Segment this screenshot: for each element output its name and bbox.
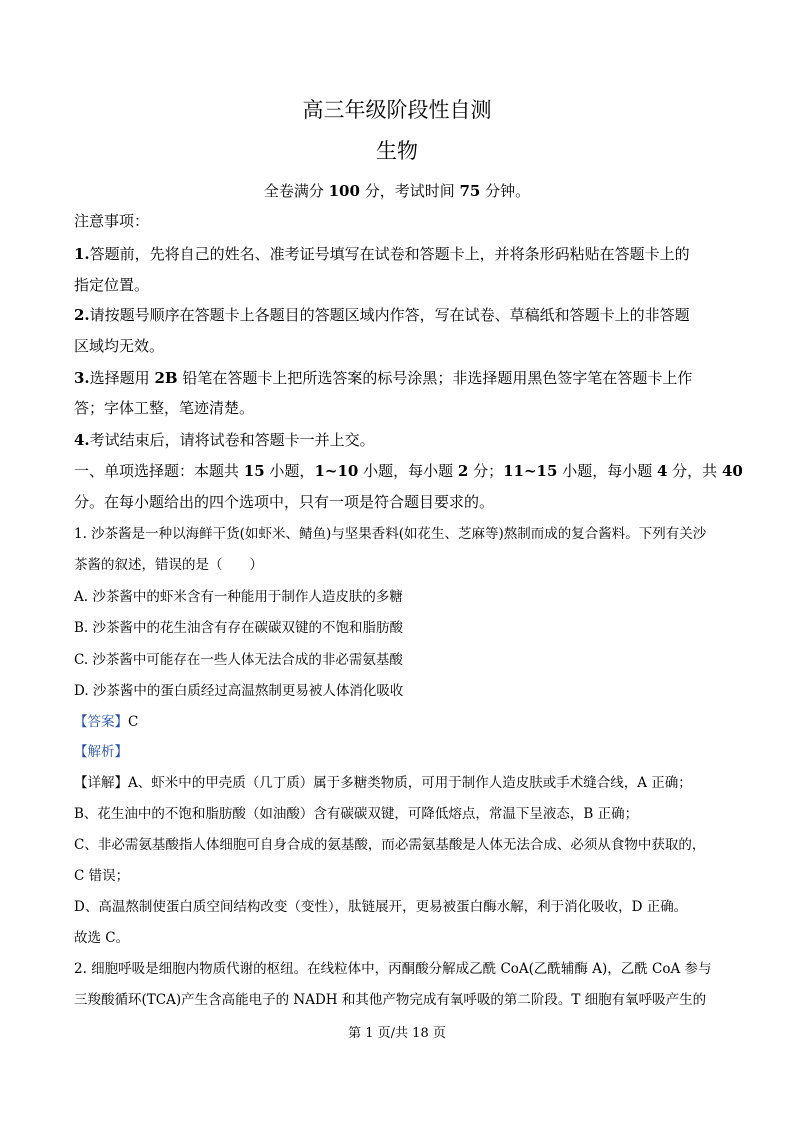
notice-item-2-line2: 区域均无效。: [74, 337, 165, 355]
subject-title: 生物: [376, 139, 418, 163]
q1-option-a: A. 沙茶酱中的虾米含有一种能用于制作人造皮肤的多糖: [74, 589, 403, 605]
page-footer: 第 1 页/共 18 页: [348, 1026, 446, 1041]
exam-title: 高三年级阶段性自测: [302, 98, 492, 122]
detail-line-3: C、非必需氨基酸指人体细胞可自身合成的氨基酸，而必需氨基酸是人体无法合成、必须从食物中获取的，: [74, 837, 706, 853]
notice-heading: 注意事项：: [74, 212, 150, 230]
notice-item-3-line1: 3.选择题用 2B 铅笔在答题卡上把所选答案的标号涂黑；非选择题用黑色签字笔在答题卡上作: [74, 369, 693, 387]
detail-line-1: [74, 773, 692, 793]
q2-stem-line2: 三羧酸循环(TCA)产生含高能电子的 NADH 和其他产物完成有氧呼吸的第二阶段。T 细胞有氧呼吸产生的: [74, 992, 707, 1008]
detail-line-5: D、高温熬制使蛋白质空间结构改变（变性），肽链展开，更易被蛋白酶水解，利于消化吸收，D 正确。: [74, 899, 688, 915]
answer-value: C: [128, 714, 139, 730]
q2-stem-line1: 2. 细胞呼吸是细胞内物质代谢的枢纽。在线粒体中，丙酮酸分解成乙酰 CoA(乙酰辅酶 A)，乙酰 CoA 参与: [74, 961, 712, 977]
q1-stem-line2: 茶酱的叙述，错误的是（ ）: [74, 557, 263, 573]
detail-text-a: A、虾米中的甲壳质（几丁质）属于多糖类物质，可用于制作人造皮肤或手术缝合线，A 正确；: [128, 775, 692, 791]
section-heading-line2: 分。在每小题给出的四个选项中，只有一项是符合题目要求的。: [74, 493, 495, 511]
q1-option-b: B. 沙茶酱中的花生油含有存在碳碳双键的不饱和脂肪酸: [74, 620, 404, 636]
q1-option-d: D. 沙茶酱中的蛋白质经过高温熬制更易被人体消化吸收: [74, 683, 404, 699]
detail-line-6: 故选 C。: [74, 930, 130, 946]
analysis-tag: 【解析】: [74, 744, 128, 760]
q1-stem-line1: 1. 沙茶酱是一种以海鲜干货(如虾米、鲭鱼)与坚果香料(如花生、芝麻等)熬制而成的复合酱料。下列有关沙: [74, 526, 707, 542]
detail-tag: 【详解】: [74, 775, 128, 791]
section-heading-line1: 一、单项选择题：本题共 15 小题，1~10 小题，每小题 2 分；11~15 小题，每小题 4 分，共 40: [74, 462, 743, 480]
exam-info: 全卷满分 100 分，考试时间 75 分钟。: [263, 182, 531, 200]
q1-option-c: C. 沙茶酱中可能存在一些人体无法合成的非必需氨基酸: [74, 652, 403, 668]
detail-line-4: C 错误；: [74, 868, 130, 884]
detail-line-2: B、花生油中的不饱和脂肪酸（如油酸）含有碳碳双键，可降低熔点，常温下呈液态，B 正确；: [74, 806, 639, 822]
notice-item-4: 4.考试结束后，请将试卷和答题卡一并上交。: [74, 431, 375, 449]
notice-item-2-line1: 2.请按题号顺序在答题卡上各题目的答题区域内作答，写在试卷、草稿纸和答题卡上的非答题: [74, 306, 690, 324]
notice-item-3-line2: 答；字体工整，笔迹清楚。: [74, 399, 255, 417]
answer-tag: 【答案】: [74, 714, 128, 730]
notice-item-1-line1: 1.答题前，先将自己的姓名、准考证号填写在试卷和答题卡上，并将条形码粘贴在答题卡上的: [74, 245, 690, 263]
q1-answer-row: [74, 712, 138, 732]
notice-item-1-line2: 指定位置。: [74, 276, 150, 294]
